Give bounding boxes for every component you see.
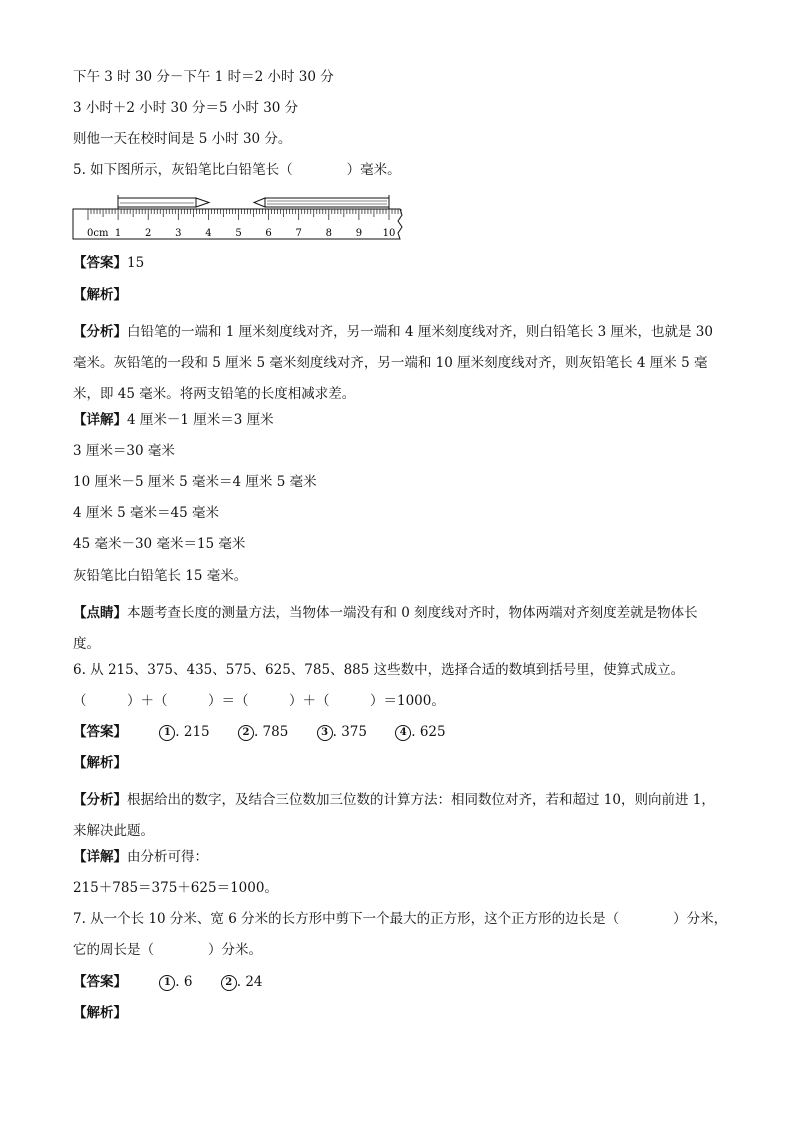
q5-question: 5. 如下图所示，灰铅笔比白铅笔长（ ）毫米。 bbox=[73, 162, 401, 178]
ruler-tick-label: 8 bbox=[325, 228, 332, 239]
q6-question: 6. 从 215、375、435、575、625、785、885 这些数中，选择合适的数填到括号里，使算式成立。 bbox=[73, 662, 685, 678]
intro-line-1: 下午 3 时 30 分－下午 1 时＝2 小时 30 分 bbox=[73, 69, 334, 85]
q5-dianjing bbox=[73, 598, 723, 660]
q7-jiexi: 【解析】 bbox=[73, 1005, 127, 1021]
ruler-figure bbox=[70, 190, 410, 246]
q6-fenxi-text: 根据给出的数字，及结合三位数加三位数的计算方法：相同数位对齐，若和超过 10，则向前进 1，来解决此题。 bbox=[73, 792, 715, 839]
answer-tag: 【答案】 bbox=[73, 724, 127, 740]
ruler-tick-label: 3 bbox=[175, 228, 182, 239]
q5-xiangjie-3: 10 厘米－5 厘米 5 毫米＝4 厘米 5 毫米 bbox=[73, 474, 317, 490]
ruler-tick-label: 1 bbox=[114, 228, 122, 239]
ruler-tick-label: 7 bbox=[295, 228, 302, 239]
ruler-body bbox=[73, 209, 402, 239]
q6-xiangjie-text: 由分析可得： bbox=[127, 849, 208, 865]
q5-answer bbox=[73, 254, 144, 272]
circled-number: 1 bbox=[159, 975, 175, 991]
circled-number: 4 bbox=[395, 725, 411, 741]
ruler-tick-label: 5 bbox=[235, 228, 242, 239]
ruler-tick-label: 2 bbox=[145, 228, 152, 239]
answer-tag: 【答案】 bbox=[73, 974, 127, 990]
q7-question-line-1: 7. 从一个长 10 分米、宽 6 分米的长方形中剪下一个最大的正方形，这个正方形的边长是（ ）分米， bbox=[73, 911, 728, 927]
xiangjie-tag: 【详解】 bbox=[73, 412, 127, 428]
fenxi-tag: 【分析】 bbox=[73, 324, 127, 340]
q7-answer-1: . 6 bbox=[175, 974, 193, 990]
white-pencil bbox=[118, 195, 209, 209]
ruler-tick-label: 10 bbox=[382, 228, 396, 239]
q6-answer bbox=[73, 723, 446, 741]
q5-answer-value: 15 bbox=[127, 255, 145, 271]
dianjing-tag: 【点睛】 bbox=[73, 605, 127, 621]
q5-xiangjie-1 bbox=[73, 411, 274, 429]
q6-answer-2: . 785 bbox=[253, 724, 289, 740]
q5-xiangjie-6: 灰铅笔比白铅笔长 15 毫米。 bbox=[73, 568, 248, 584]
q5-fenxi-text: 白铅笔的一端和 1 厘米刻度线对齐，另一端和 4 厘米刻度线对齐，则白铅笔长 3 厘米，也就是 30 毫米。灰铅笔的一段和 5 厘米 5 毫米刻度线对齐，另一端和 10 厘米刻度线对齐，则灰铅笔长 4 厘米 5 毫米，即 45 毫米。将两支铅笔的长度相减求差。 bbox=[73, 324, 713, 402]
fenxi-tag: 【分析】 bbox=[73, 792, 127, 808]
q5-xiangjie-line: 4 厘米－1 厘米＝3 厘米 bbox=[127, 412, 274, 428]
q5-dianjing-text: 本题考查长度的测量方法，当物体一端没有和 0 刻度线对齐时，物体两端对齐刻度差就是物体长度。 bbox=[73, 605, 698, 652]
q6-answer-1: . 215 bbox=[175, 724, 210, 740]
xiangjie-tag: 【详解】 bbox=[73, 849, 127, 865]
q6-fenxi bbox=[73, 785, 723, 847]
q5-xiangjie-5: 45 毫米－30 毫米＝15 毫米 bbox=[73, 536, 246, 552]
q5-xiangjie-4: 4 厘米 5 毫米＝45 毫米 bbox=[73, 505, 220, 521]
q5-jiexi: 【解析】 bbox=[73, 287, 127, 303]
q6-jiexi: 【解析】 bbox=[73, 755, 127, 771]
q5-xiangjie-2: 3 厘米＝30 毫米 bbox=[73, 443, 175, 459]
ruler-tick-label: 4 bbox=[205, 228, 212, 239]
ruler-tick-label: 6 bbox=[265, 228, 272, 239]
intro-line-2: 3 小时＋2 小时 30 分＝5 小时 30 分 bbox=[73, 100, 299, 116]
circled-number: 2 bbox=[238, 725, 254, 741]
q6-equation: （ ）＋（ ）＝（ ）＋（ ）＝1000。 bbox=[73, 693, 445, 709]
circled-number: 1 bbox=[159, 725, 175, 741]
q5-fenxi bbox=[73, 317, 723, 410]
q6-answer-4: . 625 bbox=[411, 724, 446, 740]
gray-pencil bbox=[254, 195, 389, 209]
q6-result: 215＋785＝375＋625＝1000。 bbox=[73, 880, 278, 896]
q6-xiangjie bbox=[73, 848, 208, 866]
q7-answer bbox=[73, 973, 263, 991]
intro-line-3: 则他一天在校时间是 5 小时 30 分。 bbox=[73, 131, 292, 147]
ruler-diagram bbox=[70, 190, 410, 246]
ruler-unit-label: 0cm bbox=[87, 228, 109, 239]
ruler-tick-label: 9 bbox=[355, 228, 363, 239]
circled-number: 3 bbox=[317, 725, 333, 741]
circled-number: 2 bbox=[221, 975, 237, 991]
q6-answer-3: . 375 bbox=[332, 724, 367, 740]
q7-question-line-2: 它的周长是（ ）分米。 bbox=[73, 942, 262, 958]
q7-answer-2: . 24 bbox=[236, 974, 263, 990]
answer-tag: 【答案】 bbox=[73, 255, 127, 271]
